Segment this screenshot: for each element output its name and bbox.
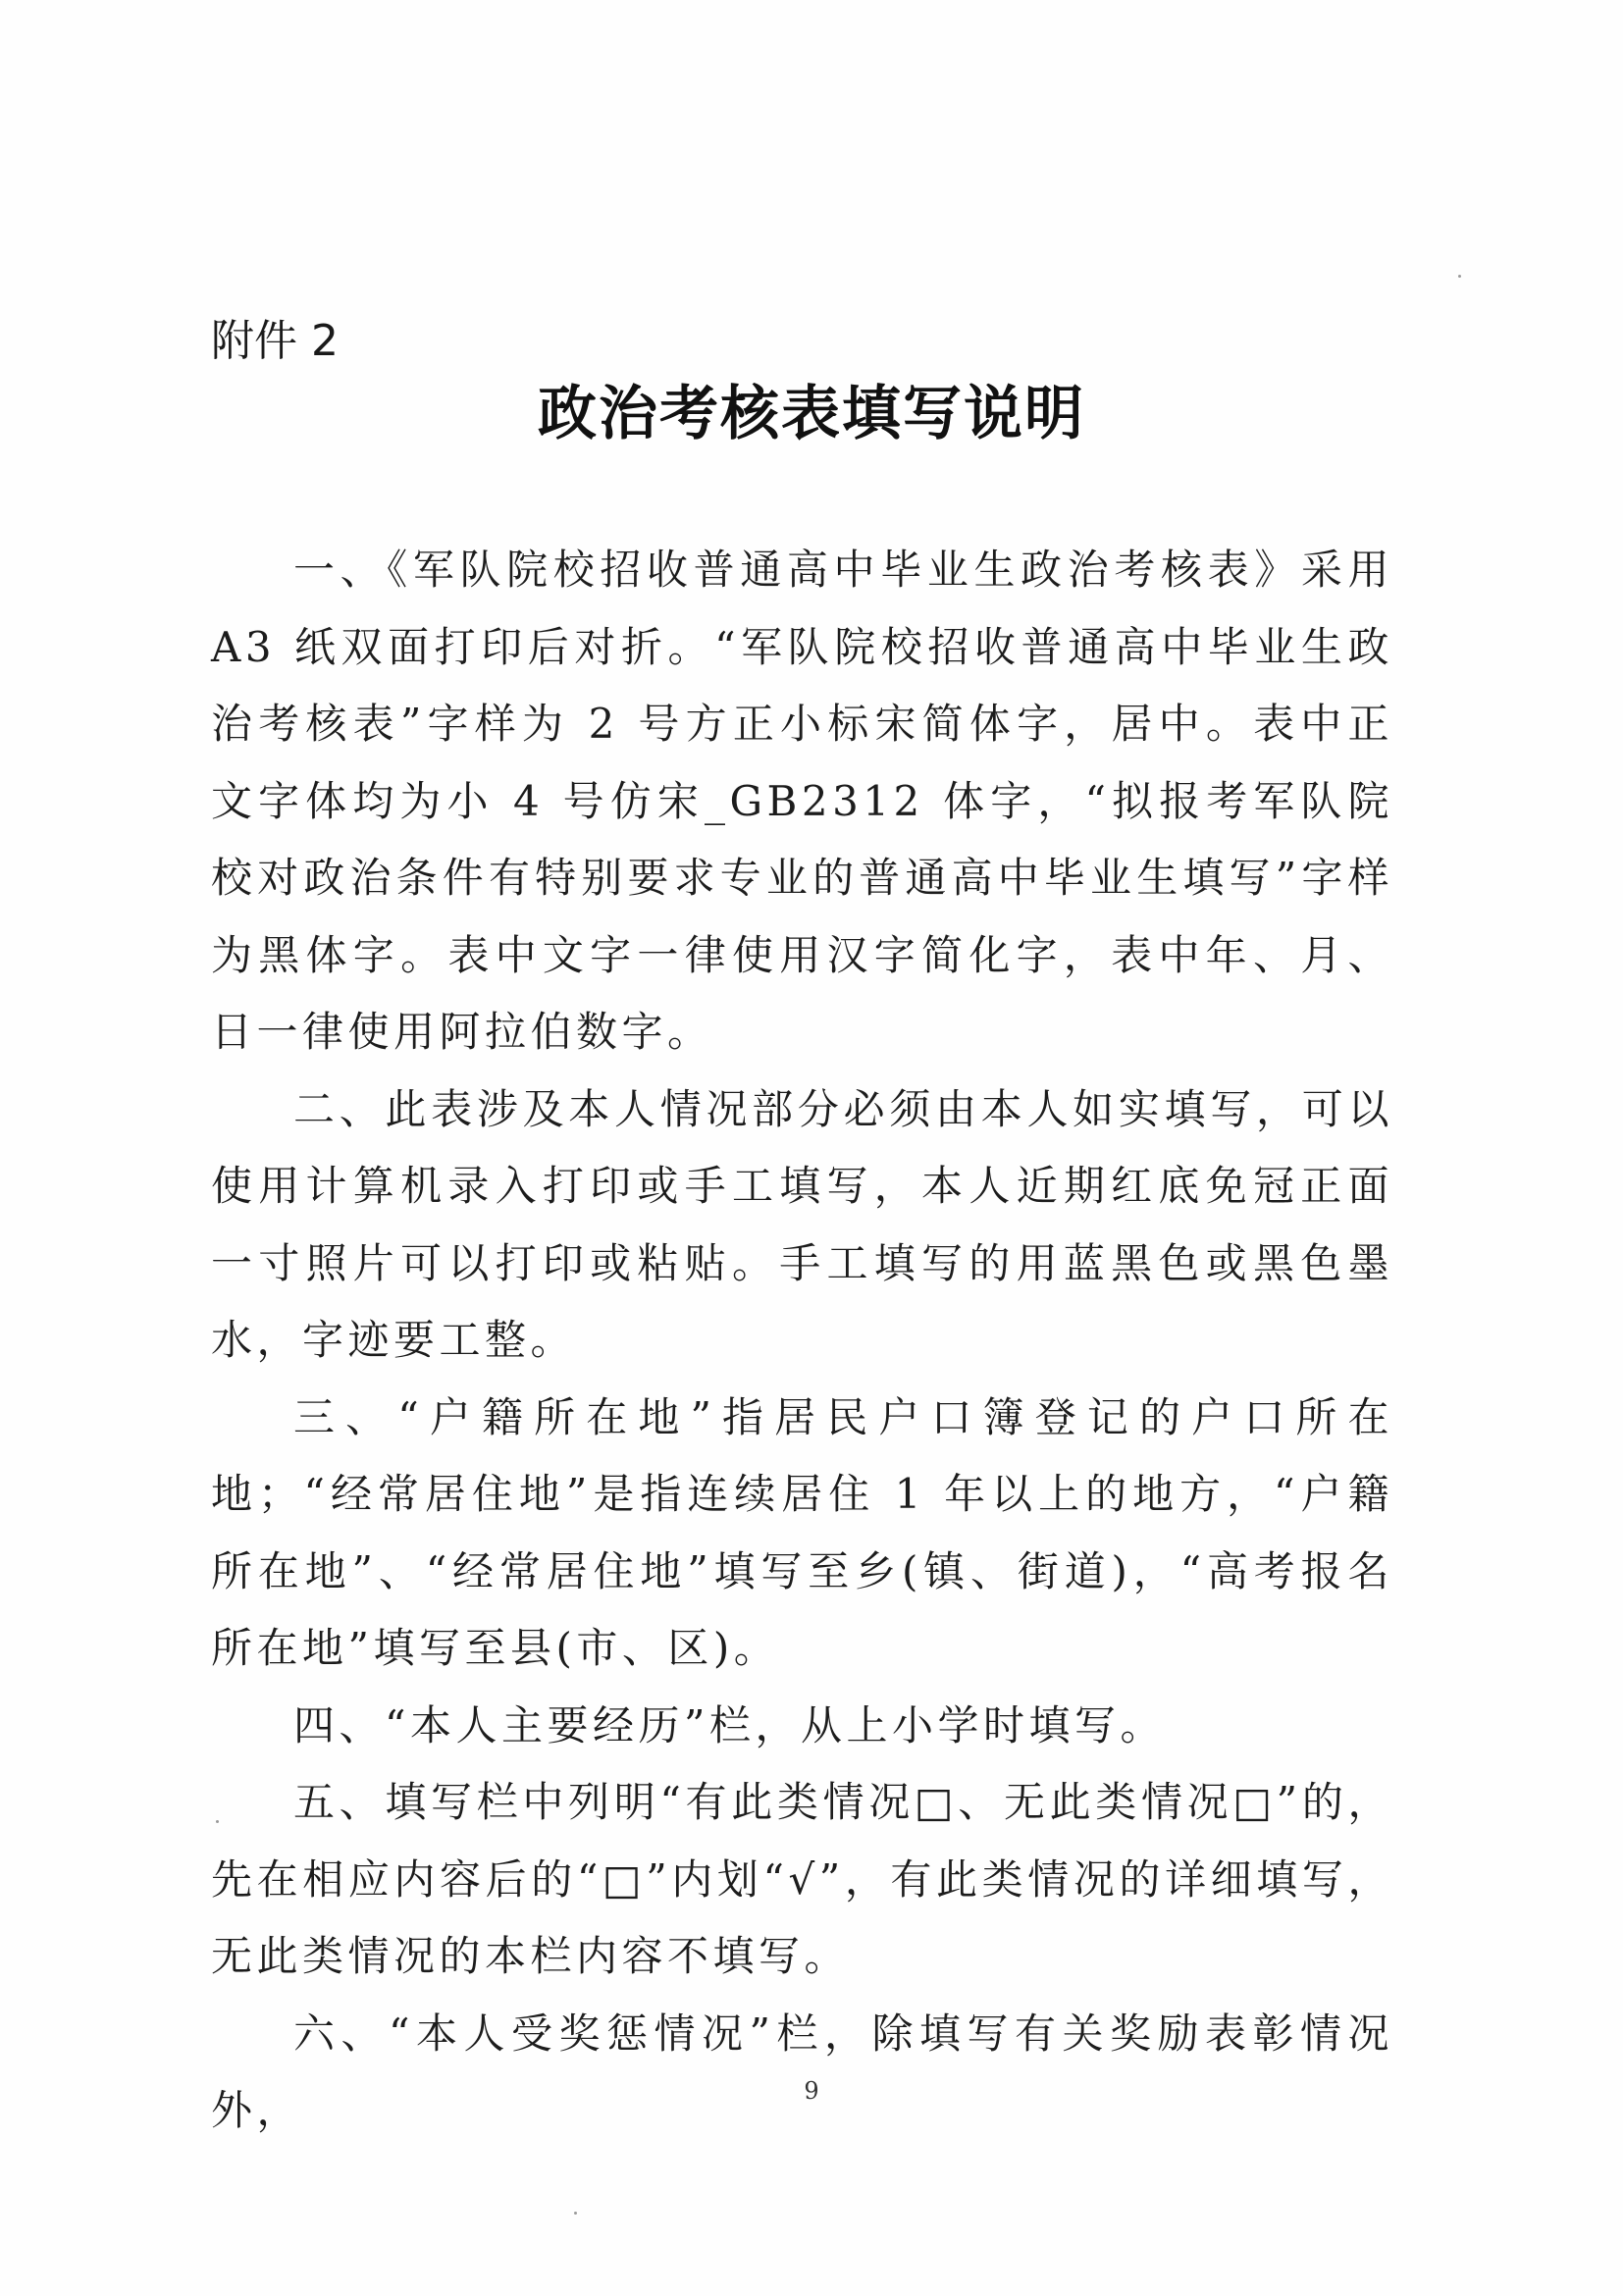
attachment-label: 附件 2 bbox=[211, 316, 339, 366]
paragraph-5: 五、填写栏中列明“有此类情况□、无此类情况□”的，先在相应内容后的“□”内划“√”，有此类情况的详细填写，无此类情况的本栏内容不填写。 bbox=[211, 1778, 1393, 1980]
page-number: 9 bbox=[804, 2077, 819, 2105]
paragraph-2: 二、此表涉及本人情况部分必须由本人如实填写，可以使用计算机录入打印或手工填写，本人近期红底免冠正面一寸照片可以打印或粘贴。手工填写的用蓝黑色或黑色墨水，字迹要工整。 bbox=[211, 1084, 1393, 1364]
scan-speck bbox=[574, 2212, 577, 2215]
scan-speck bbox=[1458, 275, 1461, 278]
paragraph-6: 六、“本人受奖惩情况”栏，除填写有关奖励表彰情况外， bbox=[211, 2009, 1393, 2134]
paragraph-4: 四、“本人主要经历”栏，从上小学时填写。 bbox=[293, 1700, 1166, 1749]
scan-speck bbox=[216, 1820, 219, 1823]
paragraph-1: 一、《军队院校招收普通高中毕业生政治考核表》采用 A3 纸双面打印后对折。“军队院校招收普通高中毕业生政治考核表”字样为 2 号方正小标宋简体字，居中。表中正文字体均为小 4 号仿宋_GB2312 体字，“拟报考军队院校对政治条件有特别要求专业的普通高中毕业生填写”字样为黑体字。表中文字一律使用汉字简化字，表中年、月、日一律使用阿拉伯数字。 bbox=[211, 546, 1393, 1056]
paragraph-3: 三、“户籍所在地”指居民户口簿登记的户口所在地；“经常居住地”是指连续居住 1 年以上的地方，“户籍所在地”、“经常居住地”填写至乡(镇、街道)，“高考报名所在地”填写至县(市、区)。 bbox=[211, 1392, 1393, 1672]
body-text bbox=[211, 532, 1393, 2150]
page-title: 政治考核表填写说明 bbox=[538, 380, 1085, 448]
